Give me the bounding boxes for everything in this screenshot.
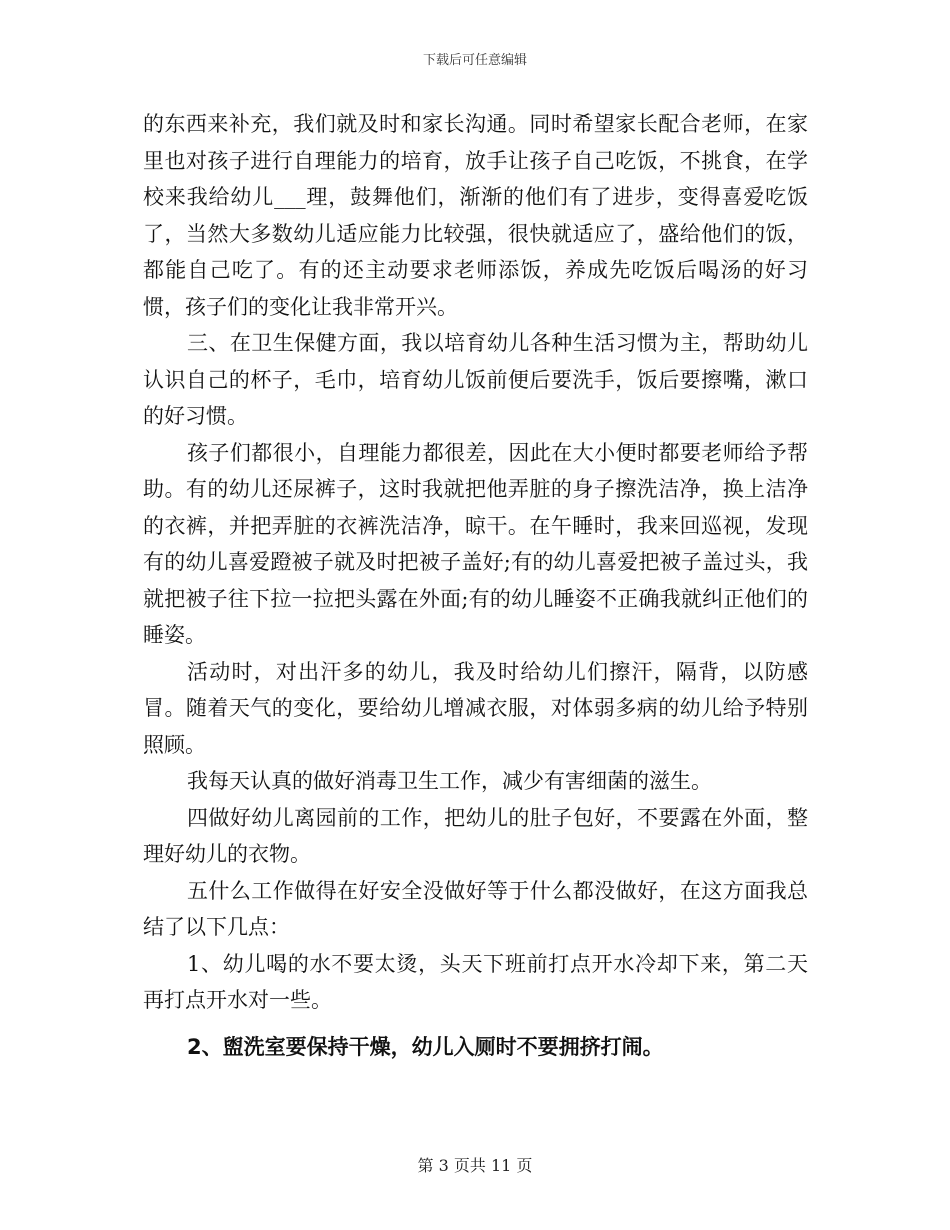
document-body xyxy=(143,106,808,1065)
paragraph-self-care: 孩子们都很小，自理能力都很差，因此在大小便时都要老师给予帮助。有的幼儿还尿裤子，这时我就把他弄脏的身子擦洗洁净，换上洁净的衣裤，并把弄脏的衣裤洗洁净，晾干。在午睡时，我来回巡视，发现有的幼儿喜爱蹬被子就及时把被子盖好;有的幼儿喜爱把被子盖过头，我就把被子往下拉一拉把头露在外面;有的幼儿睡姿不正确我就纠正他们的睡姿。 xyxy=(143,440,808,647)
paragraph-safety-point-1: 1、幼儿喝的水不要太烫，头天下班前打点开水冷却下来，第二天再打点开水对一些。 xyxy=(143,951,808,1012)
paragraph-hygiene: 三、在卫生保健方面，我以培育幼儿各种生活习惯为主，帮助幼儿认识自己的杯子，毛巾，培育幼儿饭前便后要洗手，饭后要擦嘴，漱口的好习惯。 xyxy=(143,331,808,428)
paragraph-safety-point-2: 2、盥洗室要保持干燥，幼儿入厕时不要拥挤打闹。 xyxy=(187,1034,664,1059)
page-header: 下载后可任意编辑 xyxy=(422,53,527,68)
page-footer: 第 3 页共 11 页 xyxy=(417,1156,533,1175)
paragraph-activities: 活动时，对出汗多的幼儿，我及时给幼儿们擦汗，隔背，以防感冒。随着天气的变化，要给幼儿增减衣服，对体弱多病的幼儿给予特别照顾。 xyxy=(143,659,808,757)
paragraph-departure: 四做好幼儿离园前的工作，把幼儿的肚子包好，不要露在外面，整理好幼儿的衣物。 xyxy=(143,805,808,866)
paragraph-disinfection: 我每天认真的做好消毒卫生工作，减少有害细菌的滋生。 xyxy=(187,769,712,793)
paragraph-meals: 的东西来补充，我们就及时和家长沟通。同时希望家长配合老师，在家里也对孩子进行自理能力的培育，放手让孩子自己吃饭，不挑食，在学校来我给幼儿___理，鼓舞他们，渐渐的他们有了进步，变得喜爱吃饭了，当然大多数幼儿适应能力比较强，很快就适应了，盛给他们的饭，都能自己吃了。有的还主动要求老师添饭，养成先吃饭后喝汤的好习惯，孩子们的变化让我非常开兴。 xyxy=(143,112,808,319)
paragraph-safety: 五什么工作做得在好安全没做好等于什么都没做好，在这方面我总结了以下几点： xyxy=(143,878,808,939)
